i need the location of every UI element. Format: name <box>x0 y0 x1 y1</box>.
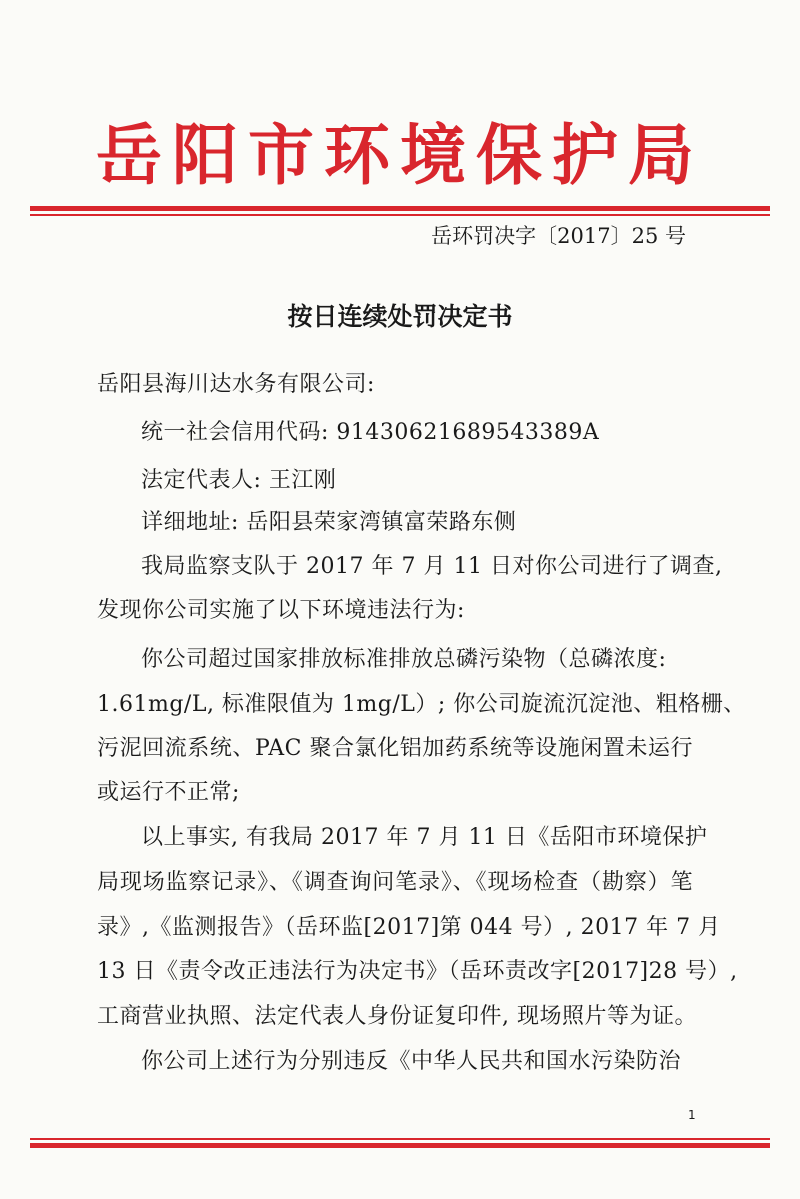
body-line: 你公司超过国家排放标准排放总磷污染物（总磷浓度: <box>141 647 667 672</box>
body-line: 以上事实, 有我局 2017 年 7 月 11 日《岳阳市环境保护 <box>141 825 708 850</box>
body-line: 1.61mg/L, 标准限值为 1mg/L）; 你公司旋流沉淀池、粗格栅、 <box>97 692 746 717</box>
address-line: 详细地址: 岳阳县荣家湾镇富荣路东侧 <box>141 510 517 535</box>
footer-rule-thin <box>30 1138 770 1140</box>
agency-header-title: 岳阳市环境保护局 <box>96 117 704 194</box>
recipient-line: 岳阳县海川达水务有限公司: <box>97 372 375 397</box>
header-rule-thin <box>30 214 770 216</box>
legal-representative-line: 法定代表人: 王江刚 <box>141 468 337 493</box>
footer-rule-thick <box>30 1143 770 1148</box>
body-line: 局现场监察记录》、《调查询问笔录》、《现场检查（勘察）笔 <box>97 870 693 895</box>
body-line: 你公司上述行为分别违反《中华人民共和国水污染防治 <box>141 1049 682 1074</box>
body-line: 工商营业执照、法定代表人身份证复印件, 现场照片等为证。 <box>97 1004 697 1029</box>
page-number: 1 <box>688 1108 696 1122</box>
body-line: 发现你公司实施了以下环境违法行为: <box>97 598 465 623</box>
credit-code-line: 统一社会信用代码: 91430621689543389A <box>141 420 600 445</box>
body-line: 或运行不正常; <box>97 780 240 805</box>
header-rule-thick <box>30 206 770 211</box>
body-line: 录》,《监测报告》（岳环监[2017]第 044 号）, 2017 年 7 月 <box>97 915 721 940</box>
body-line: 我局监察支队于 2017 年 7 月 11 日对你公司进行了调查, <box>141 554 723 579</box>
document-title: 按日连续处罚决定书 <box>287 302 513 331</box>
body-line: 污泥回流系统、PAC 聚合氯化铝加药系统等设施闲置未运行 <box>97 736 693 761</box>
body-line: 13 日《责令改正违法行为决定书》（岳环责改字[2017]28 号）, <box>97 959 738 984</box>
document-number: 岳环罚决字〔2017〕25 号 <box>431 224 686 248</box>
